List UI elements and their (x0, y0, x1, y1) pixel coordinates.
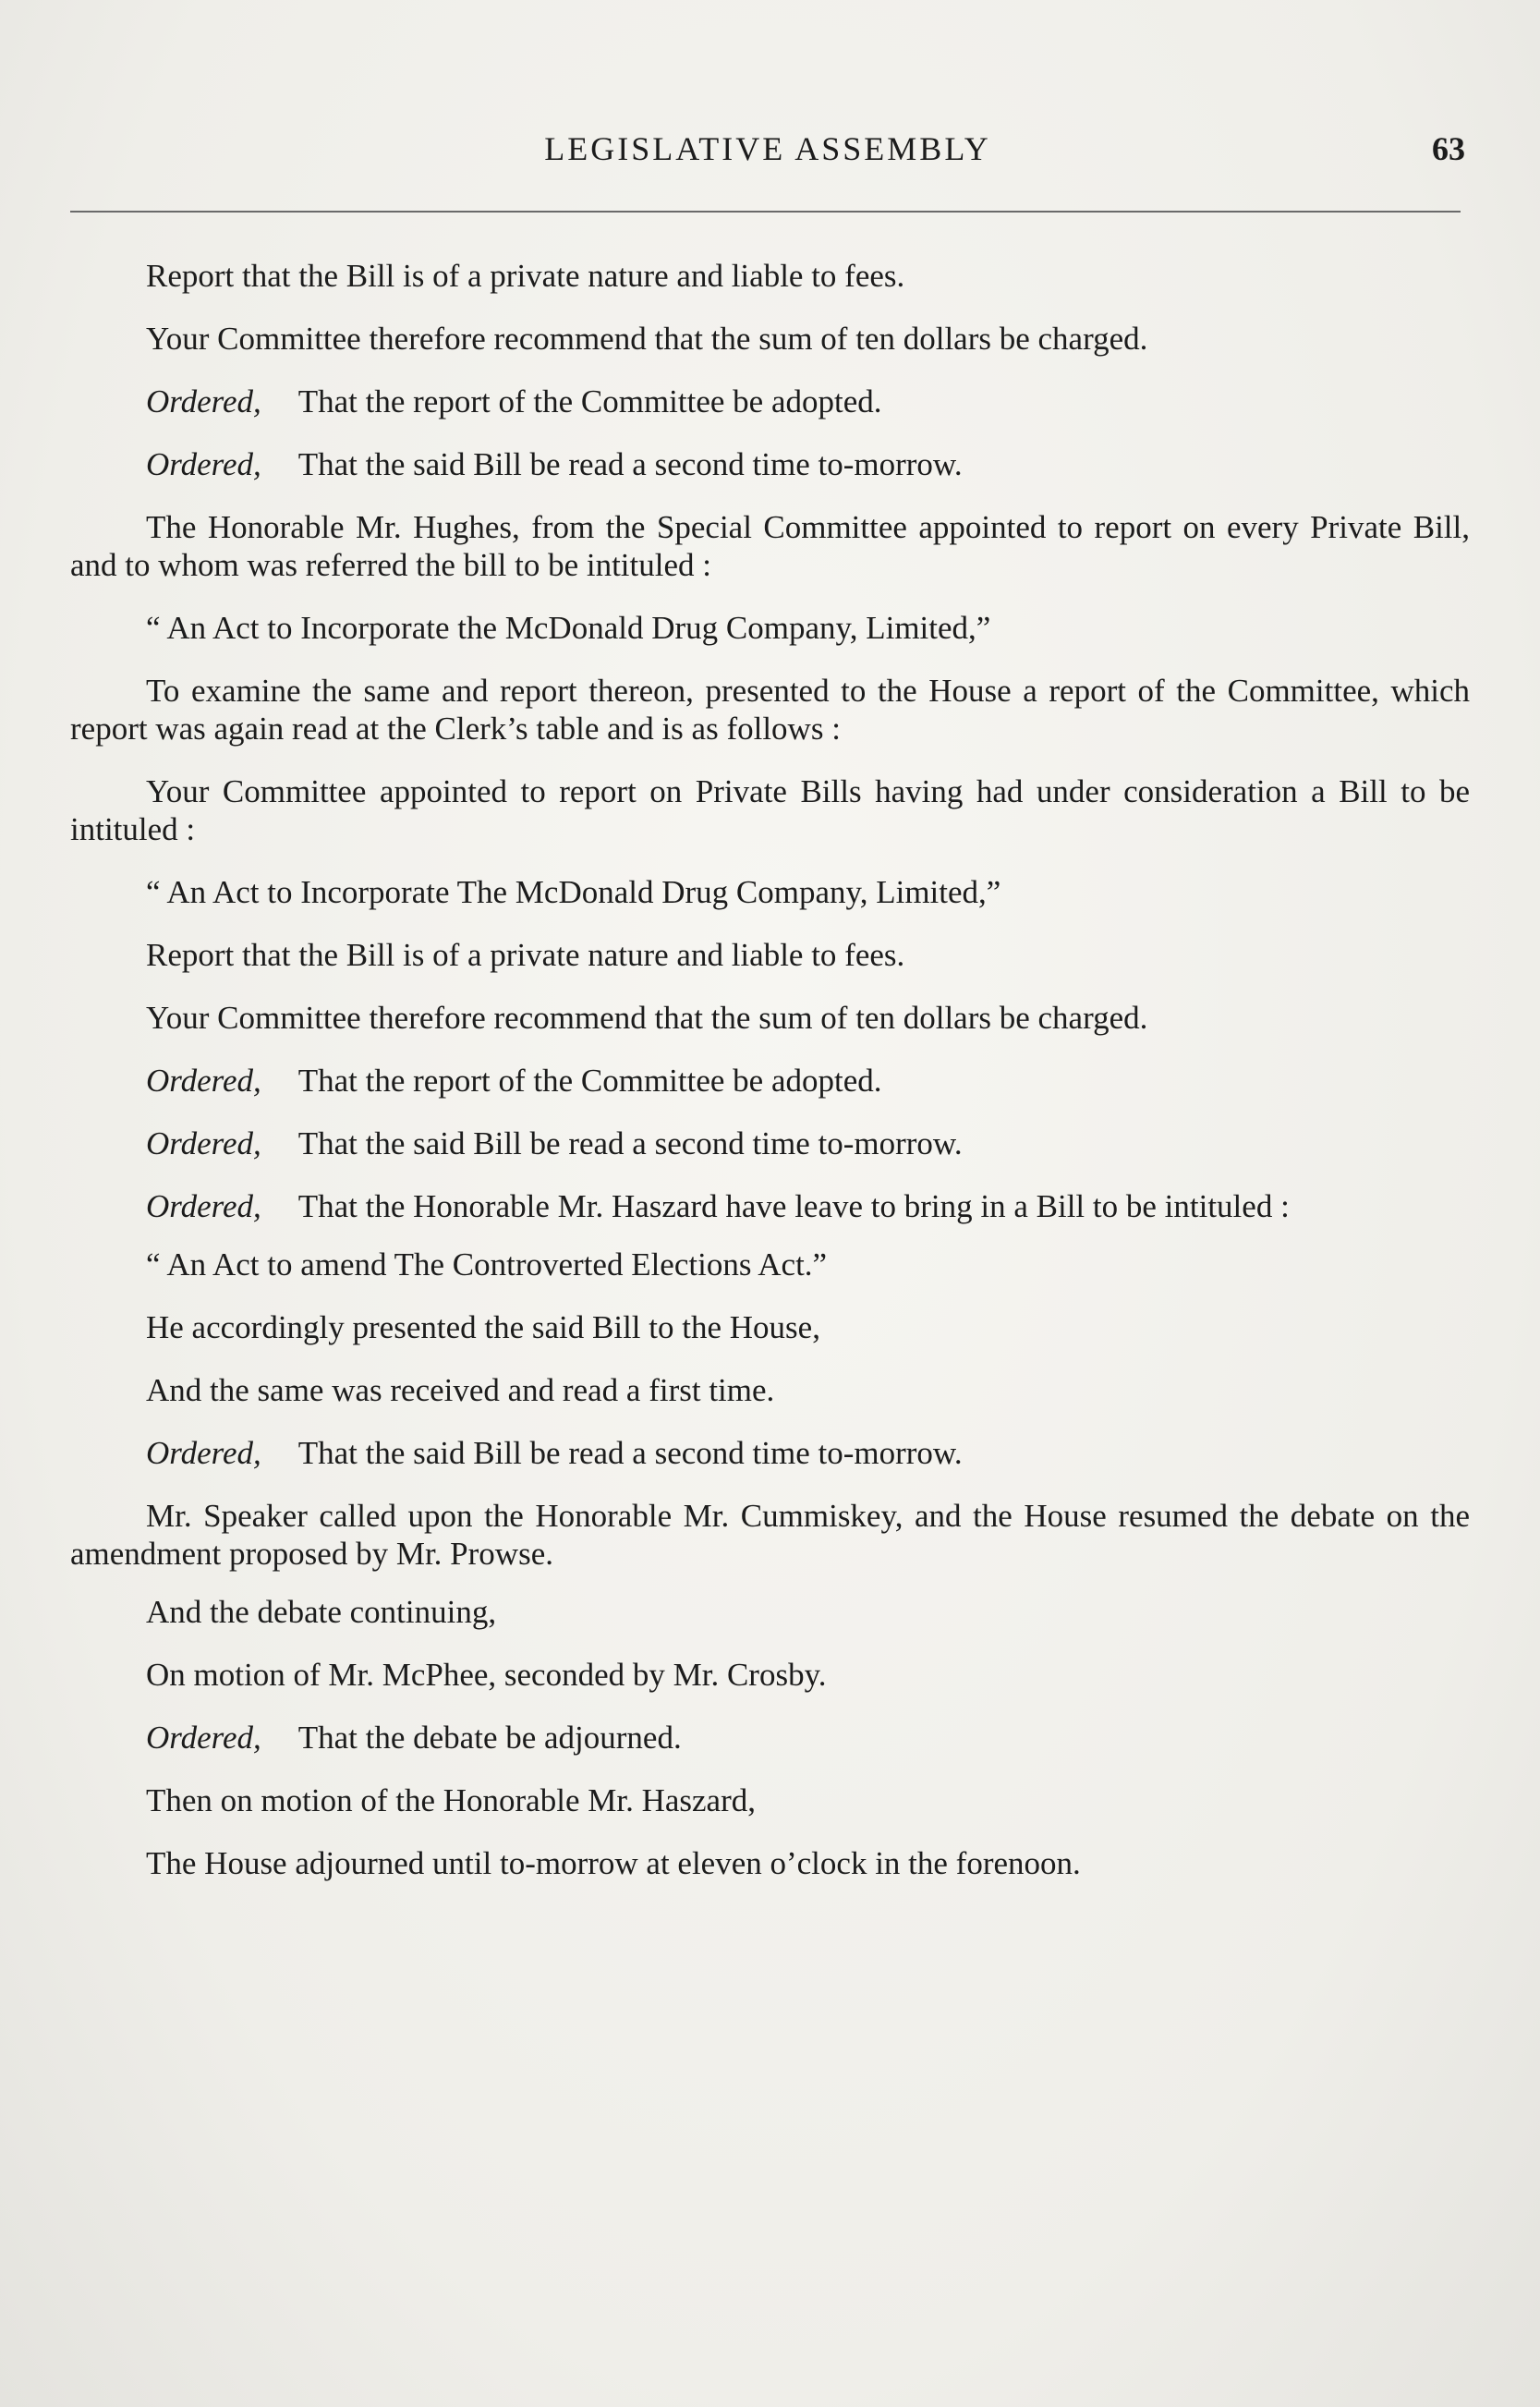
paragraph-ordered-second-reading: Ordered, That the said Bill be read a second time to-morrow. (146, 1125, 963, 1161)
paragraph-bill-title: “ An Act to Incorporate the McDonald Drug Company, Limited,” (146, 610, 991, 646)
ordered-lead: Ordered, (146, 1125, 261, 1161)
ordered-lead: Ordered, (146, 383, 261, 419)
paragraph-presented-bill: He accordingly presented the said Bill to the House, (146, 1309, 820, 1345)
paragraph-recommend-charge: Your Committee therefore recommend that the sum of ten dollars be charged. (146, 1000, 1148, 1036)
paragraph-first-reading: And the same was received and read a first time. (146, 1372, 775, 1408)
paragraph-committee-consideration: Your Committee appointed to report on Private Bills having had under consideration a Bill to be intituled : (70, 773, 1470, 847)
ordered-lead: Ordered, (146, 446, 261, 482)
ordered-lead: Ordered, (146, 1720, 261, 1756)
paragraph-report-fees: Report that the Bill is of a private nature and liable to fees. (146, 937, 905, 973)
paragraph-bill-title: “ An Act to amend The Controverted Elections Act.” (146, 1246, 828, 1283)
paragraph-motion-mcphee: On motion of Mr. McPhee, seconded by Mr. Crosby. (146, 1657, 827, 1693)
page-header (70, 129, 1465, 185)
paragraph-report-fees: Report that the Bill is of a private nature and liable to fees. (146, 258, 905, 294)
header-rule (70, 211, 1461, 213)
paragraph-ordered-adopted: Ordered, That the report of the Committee be adopted. (146, 383, 882, 419)
paragraph-ordered-adopted: Ordered, That the report of the Committee be adopted. (146, 1063, 882, 1099)
paragraph-debate-continuing: And the debate continuing, (146, 1594, 497, 1630)
paragraph-bill-title: “ An Act to Incorporate The McDonald Drug Company, Limited,” (146, 874, 1001, 910)
paragraph-hughes-report: The Honorable Mr. Hughes, from the Special Committee appointed to report on every Private Bill, and to whom was referred the bill to be intituled : (70, 509, 1470, 583)
paragraph-speaker-debate: Mr. Speaker called upon the Honorable Mr. Cummiskey, and the House resumed the debate on the amendment proposed by Mr. Prowse. (70, 1498, 1470, 1572)
paragraph-examine-report: To examine the same and report thereon, presented to the House a report of the Committee, which report was again read at the Clerk’s table and is as follows : (70, 673, 1470, 747)
paragraph-ordered-leave-bill: Ordered, That the Honorable Mr. Haszard have leave to bring in a Bill to be intituled : (146, 1188, 1290, 1224)
ordered-lead: Ordered, (146, 1063, 261, 1099)
journal-body (70, 257, 1470, 1907)
paragraph-house-adjourned: The House adjourned until to-morrow at eleven o’clock in the forenoon. (146, 1845, 1081, 1881)
paragraph-motion-haszard: Then on motion of the Honorable Mr. Haszard, (146, 1782, 756, 1818)
paragraph-ordered-second-reading: Ordered, That the said Bill be read a second time to-morrow. (146, 446, 963, 482)
paragraph-ordered-second-reading: Ordered, That the said Bill be read a second time to-morrow. (146, 1435, 963, 1471)
ordered-lead: Ordered, (146, 1435, 261, 1471)
running-head: LEGISLATIVE ASSEMBLY (544, 130, 991, 167)
paragraph-ordered-debate-adjourned: Ordered, That the debate be adjourned. (146, 1720, 682, 1756)
paragraph-recommend-charge: Your Committee therefore recommend that the sum of ten dollars be charged. (146, 321, 1148, 357)
page-number: 63 (1432, 130, 1465, 167)
ordered-lead: Ordered, (146, 1188, 261, 1224)
